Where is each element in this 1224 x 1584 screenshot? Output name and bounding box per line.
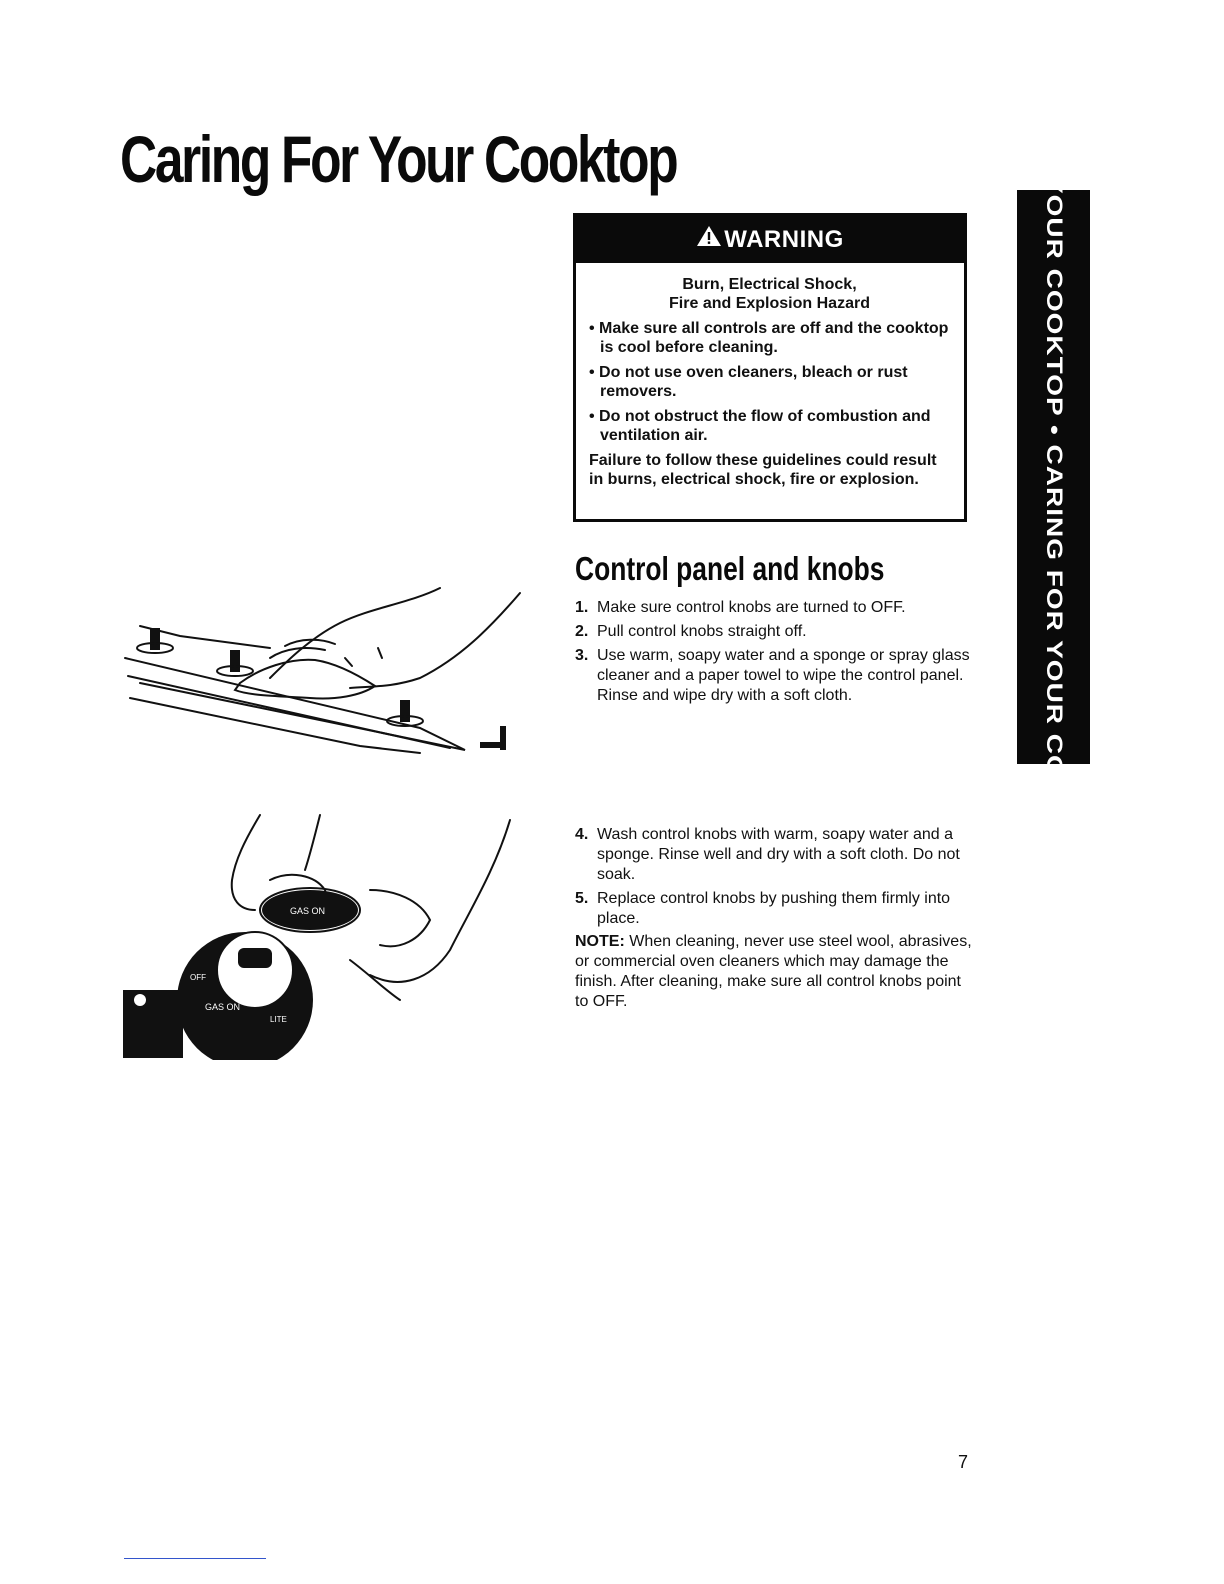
section-heading: Control panel and knobs — [575, 550, 885, 587]
step-text: Replace control knobs by pushing them firmly into place. — [597, 890, 951, 927]
side-tab — [1017, 72, 1090, 882]
step-number: 2. — [575, 623, 589, 640]
warning-header-label: WARNING — [724, 225, 844, 253]
step-text: Pull control knobs straight off. — [597, 623, 807, 640]
steps-list-1 — [575, 598, 970, 710]
side-tab-label: USING YOUR COOKTOP • CARING FOR YOUR COOKTOP — [1041, 72, 1067, 882]
warning-item: • Make sure all controls are off and the cooktop is cool before cleaning. — [589, 319, 950, 357]
note-text: When cleaning, never use steel wool, abrasives, or commercial oven cleaners which may damage the finish. After cleaning, make sure all control knobs point to OFF. — [575, 933, 972, 1010]
hazard-title — [589, 275, 950, 313]
step-item — [575, 622, 970, 642]
step-item — [575, 825, 970, 885]
page-number: 7 — [958, 1452, 969, 1472]
knob-label-lite: LITE — [270, 1015, 287, 1024]
warning-header — [576, 216, 964, 263]
note-label: NOTE: — [575, 933, 625, 950]
knob-washing-illustration — [120, 810, 520, 1060]
steps-list-2 — [575, 825, 970, 933]
hazard-line-1: Burn, Electrical Shock, — [682, 276, 857, 293]
knob-label-gas-on-2: GAS ON — [205, 1002, 241, 1012]
warning-list — [589, 319, 950, 445]
step-text: Use warm, soapy water and a sponge or spray glass cleaner and a paper towel to wipe the control panel. Rinse and wipe dry with a soft cloth. — [597, 647, 970, 704]
warning-box — [573, 213, 967, 522]
step-text: Wash control knobs with warm, soapy water and a sponge. Rinse well and dry with a soft cloth. Do not soak. — [597, 826, 960, 883]
knob-label-gas-on: GAS ON — [290, 906, 326, 916]
note — [575, 932, 975, 1012]
warning-item: • Do not obstruct the flow of combustion and ventilation air. — [589, 407, 950, 445]
page-title: Caring For Your Cooktop — [120, 122, 677, 196]
step-number: 1. — [575, 599, 589, 616]
step-number: 5. — [575, 890, 589, 907]
step-number: 4. — [575, 826, 589, 843]
step-item — [575, 598, 970, 618]
footer-rule — [124, 1558, 266, 1559]
panel-cleaning-illustration — [120, 578, 530, 763]
step-text: Make sure control knobs are turned to OFF. — [597, 599, 906, 616]
step-item — [575, 889, 970, 929]
hazard-line-2: Fire and Explosion Hazard — [669, 295, 870, 312]
warning-triangle-icon — [696, 225, 722, 254]
warning-footer: Failure to follow these guidelines could result in burns, electrical shock, fire or explosion. — [589, 452, 937, 488]
step-item — [575, 646, 970, 706]
knob-label-off: OFF — [190, 973, 206, 982]
warning-body — [576, 263, 964, 489]
warning-item: • Do not use oven cleaners, bleach or rust removers. — [589, 363, 950, 401]
step-number: 3. — [575, 647, 589, 664]
